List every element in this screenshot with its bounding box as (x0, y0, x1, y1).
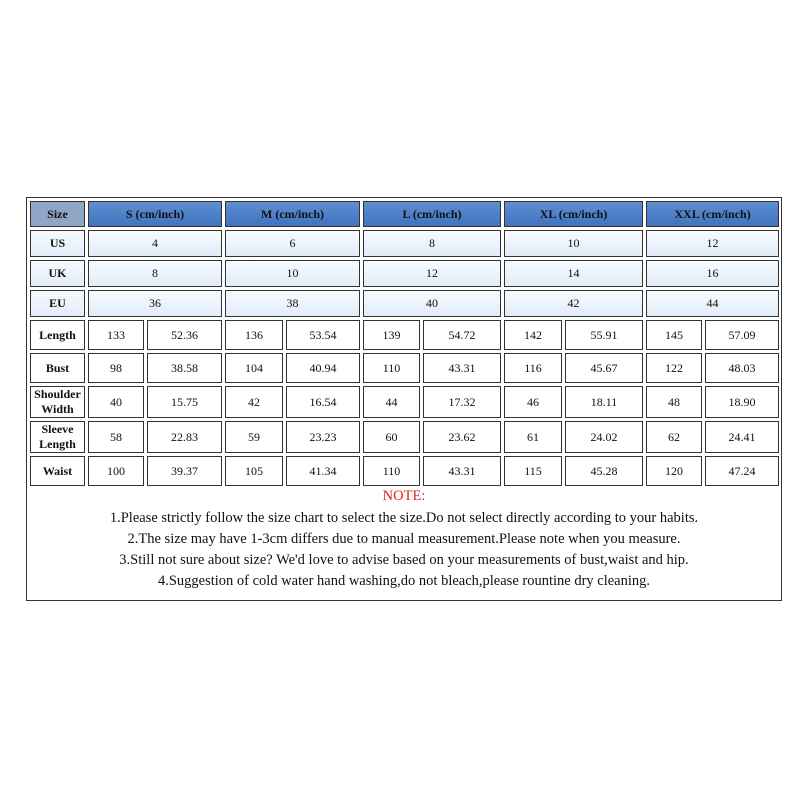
row-label (30, 320, 85, 350)
size-header-xxl: XXL (cm/inch) (646, 201, 779, 227)
measurement-row (30, 456, 779, 486)
conversion-row (30, 230, 779, 257)
size-corner-header: Size (30, 201, 85, 227)
inch-value-cell: 23.62 (423, 421, 501, 453)
size-header-m: M (cm/inch) (225, 201, 360, 227)
note-line: 3.Still not sure about size? We'd love to advise based on your measurements of bust,waist and hip. (119, 552, 689, 568)
row-label: EU (30, 290, 85, 317)
cm-value-cell: 59 (225, 421, 283, 453)
cm-value-cell: 133 (88, 320, 144, 350)
cm-value-cell: 40 (88, 386, 144, 418)
conversion-cell: 10 (504, 230, 643, 257)
measurement-row (30, 320, 779, 350)
note-line: 1.Please strictly follow the size chart to select the size.Do not select directly according to your habits. (109, 510, 699, 526)
cm-value-cell: 98 (88, 353, 144, 383)
inch-value-cell: 57.09 (705, 320, 779, 350)
row-label-line: Sleeve (41, 422, 74, 436)
conversion-cell: 12 (646, 230, 779, 257)
size-header-s: S (cm/inch) (88, 201, 222, 227)
inch-value-cell: 48.03 (705, 353, 779, 383)
inch-value-cell: 24.41 (705, 421, 779, 453)
size-table (27, 198, 782, 489)
note-line: 4.Suggestion of cold water hand washing,do not bleach,please rountine dry cleaning. (157, 573, 651, 589)
row-label (30, 386, 85, 418)
inch-value-cell: 39.37 (147, 456, 222, 486)
inch-value-cell: 41.34 (286, 456, 360, 486)
inch-value-cell: 17.32 (423, 386, 501, 418)
conversion-cell: 8 (363, 230, 501, 257)
conversion-cell: 38 (225, 290, 360, 317)
row-label (30, 456, 85, 486)
cm-value-cell: 48 (646, 386, 702, 418)
cm-value-cell: 46 (504, 386, 562, 418)
inch-value-cell: 24.02 (565, 421, 643, 453)
cm-value-cell: 60 (363, 421, 420, 453)
conversion-row (30, 290, 779, 317)
inch-value-cell: 53.54 (286, 320, 360, 350)
inch-value-cell: 45.67 (565, 353, 643, 383)
cm-value-cell: 100 (88, 456, 144, 486)
cm-value-cell: 115 (504, 456, 562, 486)
cm-value-cell: 116 (504, 353, 562, 383)
conversion-cell: 6 (225, 230, 360, 257)
conversion-cell: 16 (646, 260, 779, 287)
cm-value-cell: 105 (225, 456, 283, 486)
row-label (30, 353, 85, 383)
row-label-line: Length (39, 437, 76, 451)
cm-value-cell: 104 (225, 353, 283, 383)
conversion-cell: 12 (363, 260, 501, 287)
size-header-xl: XL (cm/inch) (504, 201, 643, 227)
row-label: UK (30, 260, 85, 287)
inch-value-cell: 43.31 (423, 353, 501, 383)
conversion-cell: 10 (225, 260, 360, 287)
inch-value-cell: 55.91 (565, 320, 643, 350)
cm-value-cell: 62 (646, 421, 702, 453)
conversion-cell: 40 (363, 290, 501, 317)
size-header-l: L (cm/inch) (363, 201, 501, 227)
row-label-line: Bust (45, 360, 70, 375)
cm-value-cell: 110 (363, 353, 420, 383)
cm-value-cell: 122 (646, 353, 702, 383)
conversion-cell: 36 (88, 290, 222, 317)
note-line: 2.The size may have 1-3cm differs due to manual measurement.Please note when you measure. (127, 531, 681, 547)
conversion-row (30, 260, 779, 287)
cm-value-cell: 120 (646, 456, 702, 486)
inch-value-cell: 23.23 (286, 421, 360, 453)
cm-value-cell: 145 (646, 320, 702, 350)
inch-value-cell: 18.11 (565, 386, 643, 418)
cm-value-cell: 139 (363, 320, 420, 350)
header-row (30, 201, 779, 227)
row-label (30, 421, 85, 453)
cm-value-cell: 110 (363, 456, 420, 486)
cm-value-cell: 58 (88, 421, 144, 453)
inch-value-cell: 47.24 (705, 456, 779, 486)
row-label-line: Waist (42, 463, 73, 478)
row-label-line: Width (41, 402, 74, 416)
inch-value-cell: 15.75 (147, 386, 222, 418)
size-chart (26, 197, 782, 601)
measurement-row (30, 353, 779, 383)
inch-value-cell: 52.36 (147, 320, 222, 350)
row-label-line: Shoulder (34, 387, 81, 401)
conversion-cell: 44 (646, 290, 779, 317)
conversion-cell: 14 (504, 260, 643, 287)
conversion-cell: 8 (88, 260, 222, 287)
row-label-line: Length (39, 327, 76, 342)
row-label: US (30, 230, 85, 257)
inch-value-cell: 40.94 (286, 353, 360, 383)
notes-section (27, 488, 781, 592)
note-title: NOTE: (382, 488, 426, 504)
inch-value-cell: 54.72 (423, 320, 501, 350)
size-table-body (30, 201, 779, 486)
conversion-cell: 42 (504, 290, 643, 317)
inch-value-cell: 43.31 (423, 456, 501, 486)
inch-value-cell: 45.28 (565, 456, 643, 486)
inch-value-cell: 16.54 (286, 386, 360, 418)
conversion-cell: 4 (88, 230, 222, 257)
measurement-row (30, 421, 779, 453)
inch-value-cell: 38.58 (147, 353, 222, 383)
cm-value-cell: 44 (363, 386, 420, 418)
cm-value-cell: 136 (225, 320, 283, 350)
measurement-row (30, 386, 779, 418)
inch-value-cell: 18.90 (705, 386, 779, 418)
inch-value-cell: 22.83 (147, 421, 222, 453)
cm-value-cell: 42 (225, 386, 283, 418)
cm-value-cell: 142 (504, 320, 562, 350)
cm-value-cell: 61 (504, 421, 562, 453)
